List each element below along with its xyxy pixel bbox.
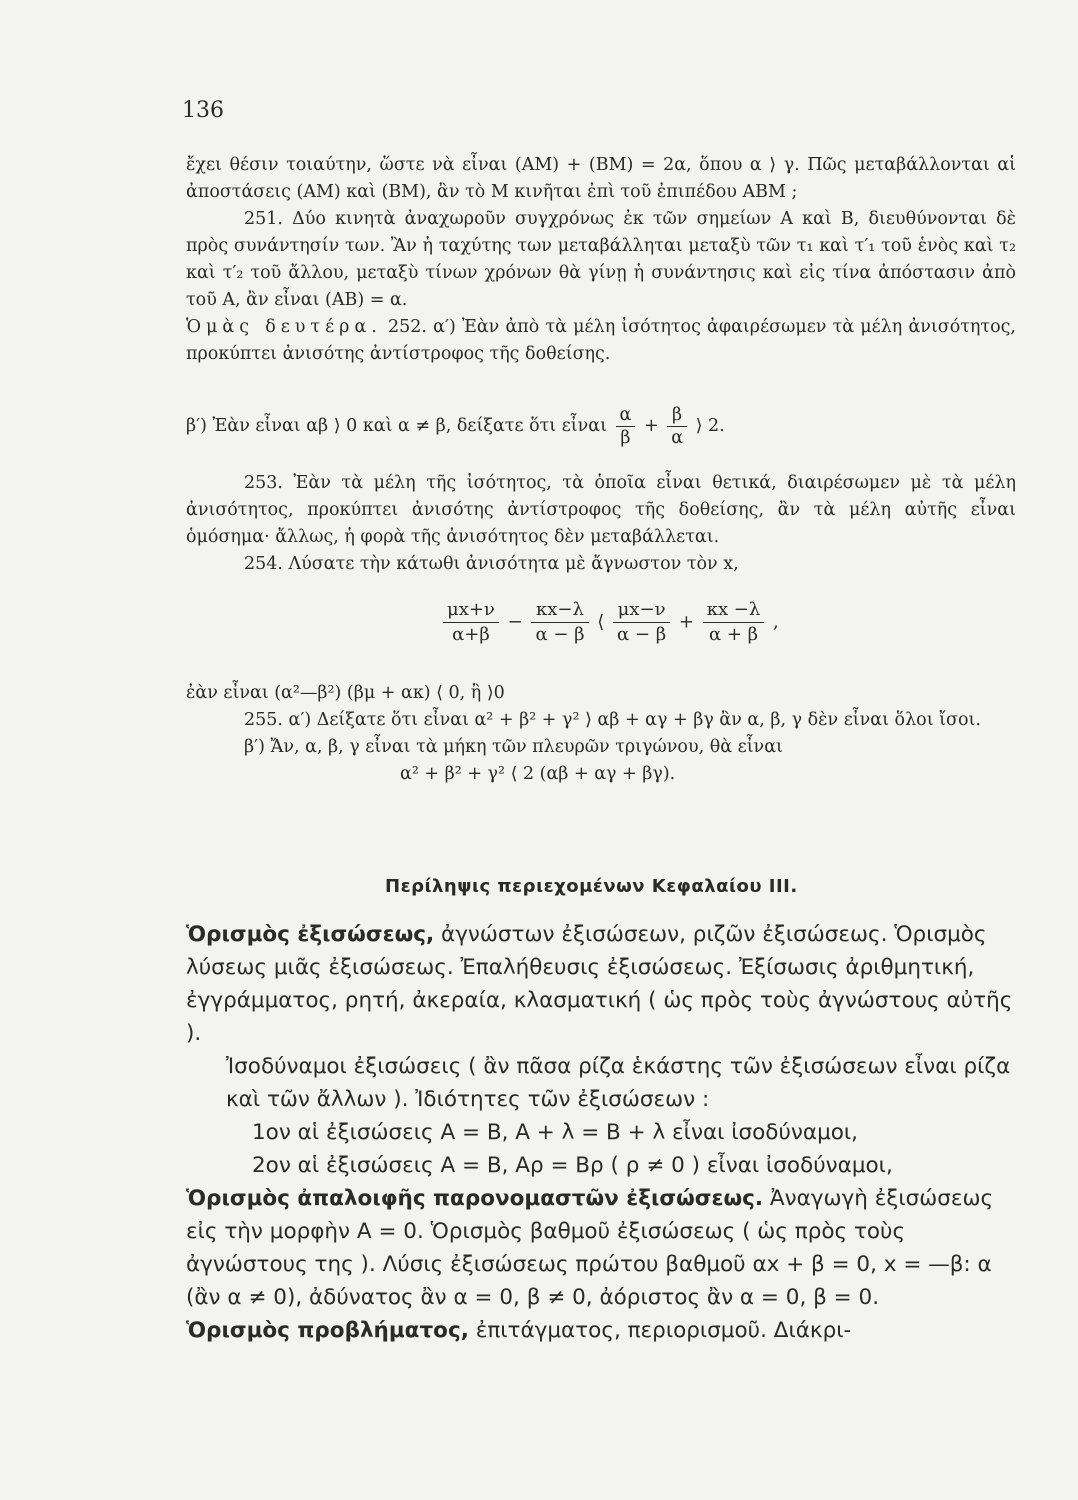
page-number: 136 bbox=[182, 98, 224, 123]
exercise-block-mid bbox=[186, 470, 1016, 578]
equation-operator: − bbox=[507, 611, 523, 633]
exercise-252-b bbox=[186, 404, 1016, 449]
exercise-255-a: 255. α′) Δείξατε ὅτι εἶναι α² + β² + γ² ⟩ αβ + αγ + βγ ἂν α, β, γ δὲν εἶναι ὅλοι ἴσοι. bbox=[244, 710, 981, 730]
exercise-254: 254. Λύσατε τὴν κάτωθι ἀνισότητα μὲ ἄγνωστον τὸν x, bbox=[244, 554, 739, 574]
exercise-255-b-formula: α² + β² + γ² ⟨ 2 (αβ + αγ + βγ). bbox=[400, 764, 676, 784]
equation-operator: ⟨ bbox=[597, 611, 605, 633]
summary-para-1 bbox=[186, 918, 1026, 1050]
summary-property-1: 1ον αἱ ἐξισώσεις Α = Β, Α + λ = Β + λ εἶναι ἰσοδύναμοι, bbox=[252, 1120, 859, 1145]
summary-text: Ἀναγωγὴ ἐξισώσεως εἰς τὴν μορφὴν Α = 0. Ὁρισμὸς βαθμοῦ ἐξισώσεως ( ὡς πρὸς τοὺς ἀγνώστους της ). Λύσις ἐξισώσεως πρώτου βαθμοῦ αx + β = 0, x = —β: α (ἂν α ≠ 0), ἀδύνατος ἂν α = 0, β ≠ 0, ἀόριστος ἂν α = 0, β = 0. bbox=[186, 1186, 994, 1310]
fraction-numerator: κx −λ bbox=[703, 598, 765, 623]
plus-sign: + bbox=[643, 416, 659, 436]
equation-fraction-3 bbox=[613, 598, 670, 647]
equation-fraction-2 bbox=[531, 598, 588, 647]
equation-operator: + bbox=[678, 611, 694, 633]
summary-property-2: 2ον αἱ ἐξισώσεις Α = Β, Αρ = Βρ ( ρ ≠ 0 ) εἶναι ἰσοδύναμοι, bbox=[252, 1153, 893, 1178]
equation-tail: , bbox=[773, 611, 779, 633]
fraction-numerator: α bbox=[616, 404, 636, 427]
fraction-alpha-over-beta bbox=[616, 404, 636, 449]
exercise-252-b-prefix: β′) Ἐὰν εἶναι αβ ⟩ 0 καὶ α ≠ β, δείξατε ὅτι εἶναι bbox=[186, 416, 607, 436]
fraction-numerator: κx−λ bbox=[531, 598, 588, 623]
summary-term: Ὁρισμὸς ἐξισώσεως, bbox=[186, 922, 435, 947]
group-label: Ὁμὰς δευτέρα. bbox=[186, 317, 382, 337]
inequality-254 bbox=[440, 598, 779, 647]
summary-body bbox=[186, 918, 1026, 1347]
fraction-numerator: μx+ν bbox=[443, 598, 499, 623]
exercise-block-low bbox=[186, 680, 1016, 788]
fraction-denominator: α − β bbox=[617, 624, 667, 645]
fraction-denominator: α bbox=[671, 428, 684, 448]
exercise-254-condition: ἐὰν εἶναι (α²—β²) (βμ + ακ) ⟨ 0, ἢ ⟩0 bbox=[186, 683, 505, 703]
exercise-252-a-text: 252. α′) Ἐὰν ἀπὸ τὰ μέλη ἰσότητος ἀφαιρέσωμεν τὰ μέλη ἀνισότητος, προκύπτει ἀνισότης ἀντίστροφος τῆς δοθείσης. bbox=[186, 317, 1016, 364]
summary-term: Ὁρισμὸς ἀπαλοιφῆς παρονομαστῶν ἐξισώσεως. bbox=[186, 1186, 764, 1211]
paragraph-continuation: ἔχει θέσιν τοιαύτην, ὥστε νὰ εἶναι (ΑΜ) + (ΒΜ) = 2α, ὅπου α ⟩ γ. Πῶς μεταβάλλονται αἱ ἀποστάσεις (ΑΜ) καὶ (ΒΜ), ἂν τὸ Μ κινῆται ἐπὶ τοῦ ἐπιπέδου ΑΒΜ ; bbox=[186, 155, 1016, 202]
equation-fraction-1 bbox=[443, 598, 499, 647]
fraction-denominator: α + β bbox=[708, 624, 759, 645]
exercise-253: 253. Ἐὰν τὰ μέλη τῆς ἰσότητος, τὰ ὁποῖα εἶναι θετικά, διαιρέσωμεν μὲ τὰ μέλη ἀνισότητος, προκύπτει ἀνισότης ἀντίστροφος τῆς δοθείσης, ἂν τὰ μέλη αὐτῆς εἶναι ὁμόσημα· ἄλλως, ἡ φορὰ τῆς ἀνισότητος δὲν μεταβάλλεται. bbox=[186, 473, 1016, 547]
fraction-denominator: α − β bbox=[535, 624, 585, 645]
exercise-252-b-suffix: ⟩ 2. bbox=[695, 416, 725, 436]
fraction-denominator: β bbox=[620, 428, 631, 448]
exercise-block-top bbox=[186, 152, 1016, 368]
summary-para-3 bbox=[186, 1182, 1026, 1314]
equation-fraction-4 bbox=[703, 598, 765, 647]
summary-para-4 bbox=[186, 1314, 1026, 1347]
exercise-255-b: β′) Ἄν, α, β, γ εἶναι τὰ μήκη τῶν πλευρῶν τριγώνου, θὰ εἶναι bbox=[244, 737, 783, 757]
fraction-denominator: α+β bbox=[452, 624, 490, 645]
summary-heading: Περίληψις περιεχομένων Κεφαλαίου ΙΙΙ. bbox=[385, 876, 798, 897]
exercise-251: 251. Δύο κινητὰ ἀναχωροῦν συγχρόνως ἐκ τῶν σημείων Α καὶ Β, διευθύνονται δὲ πρὸς συνάντησίν των. Ἂν ἡ ταχύτης των μεταβάλληται μεταξὺ τῶν τ₁ καὶ τ′₁ τοῦ ἑνὸς καὶ τ₂ καὶ τ′₂ τοῦ ἄλλου, μεταξὺ τίνων χρόνων θὰ γίνῃ ἡ συνάντησις καὶ εἰς τίνα ἀπόστασιν ἀπὸ τοῦ Α, ἂν εἶναι (ΑΒ) = α. bbox=[186, 209, 1016, 310]
summary-text: ἐπιτάγματος, περιορισμοῦ. Διάκρι- bbox=[468, 1318, 852, 1343]
fraction-numerator: μx−ν bbox=[613, 598, 670, 623]
summary-para-2: Ἰσοδύναμοι ἐξισώσεις ( ἂν πᾶσα ρίζα ἑκάστης τῶν ἐξισώσεων εἶναι ρίζα καὶ τῶν ἄλλων ). Ἰδιότητες τῶν ἐξισώσεων : bbox=[226, 1054, 1011, 1112]
exercise-252-a bbox=[186, 314, 1016, 368]
summary-term: Ὁρισμὸς προβλήματος, bbox=[186, 1318, 469, 1343]
fraction-beta-over-alpha bbox=[667, 404, 687, 449]
summary-text: ἀγνώστων ἐξισώσεων, ριζῶν ἐξισώσεως. Ὁρισμὸς λύσεως μιᾶς ἐξισώσεως. Ἐπαλήθευσις ἐξισώσεως. Ἐξίσωσις ἀριθμητική, ἐγγράμματος, ρητή, ἀκεραία, κλασματική ( ὡς πρὸς τοὺς ἀγνώστους αὐτῆς ). bbox=[186, 922, 1013, 1046]
fraction-numerator: β bbox=[667, 404, 687, 427]
